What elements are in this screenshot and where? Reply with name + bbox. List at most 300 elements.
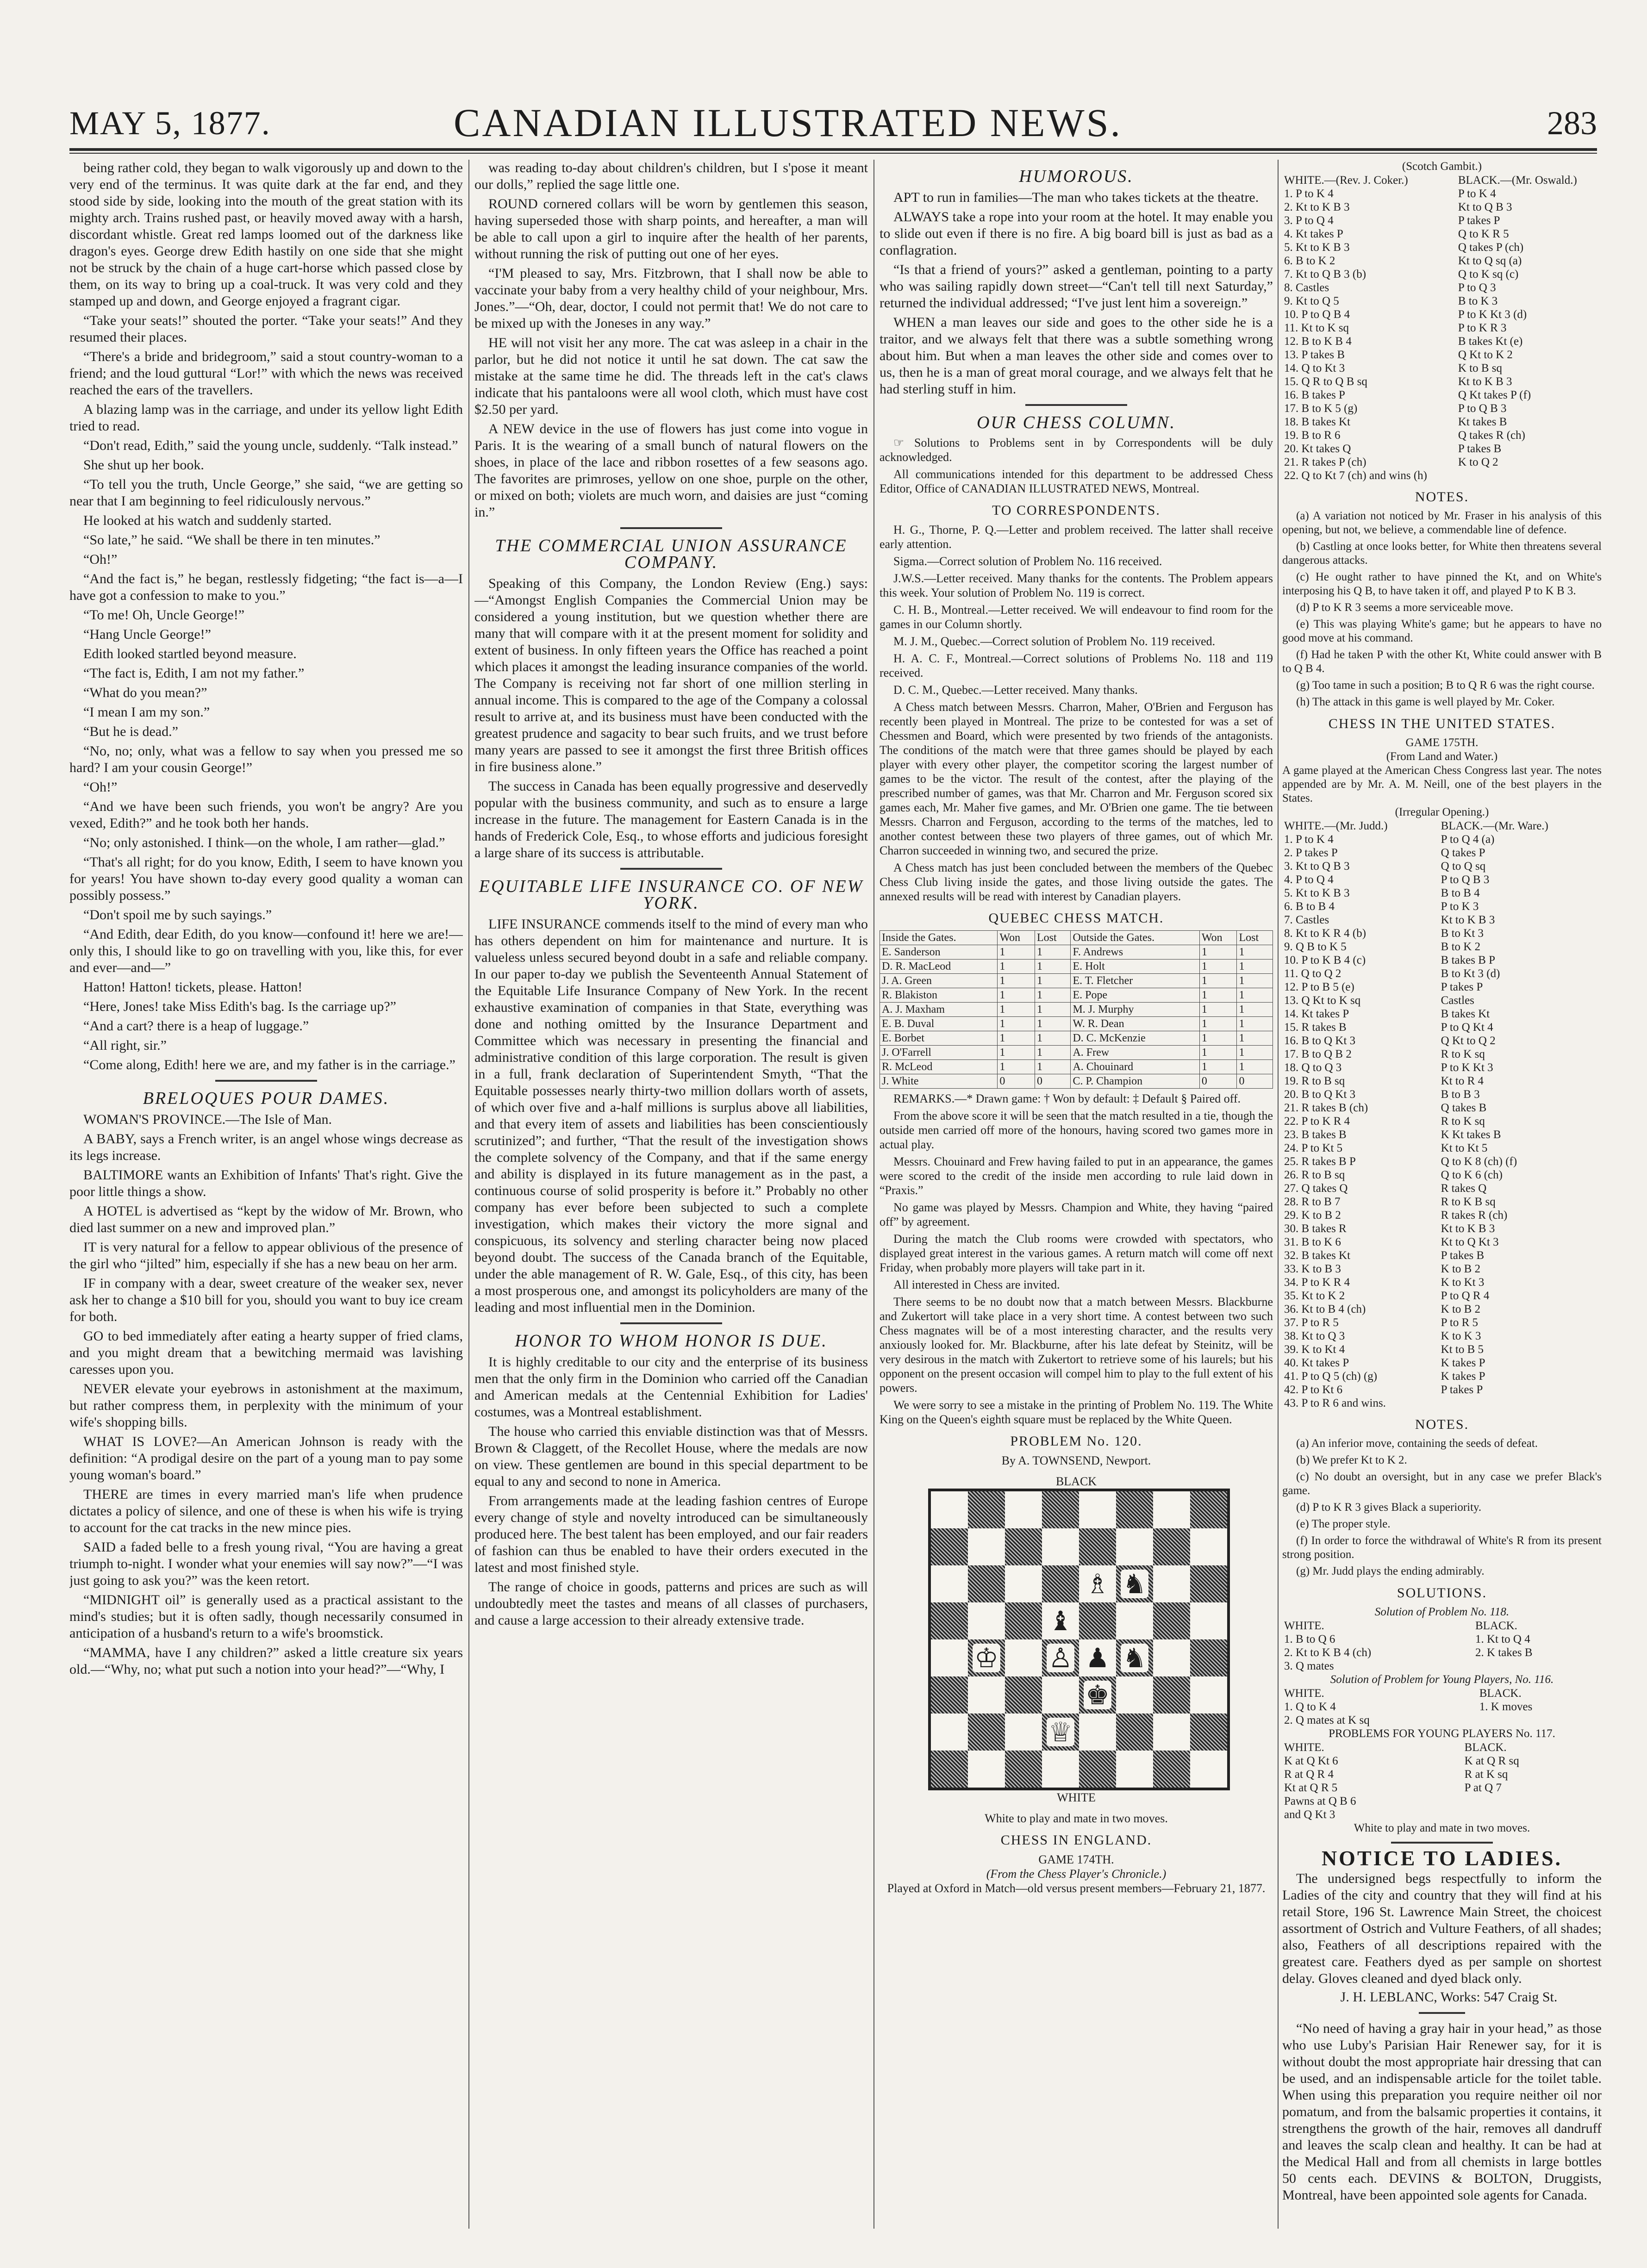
table-cell: 1 [1035, 974, 1070, 988]
move-row [1282, 241, 1602, 254]
solutions-heading: SOLUTIONS. [1397, 1585, 1487, 1601]
table-cell: P takes P [1441, 981, 1483, 993]
column-divider [468, 160, 469, 2229]
move-row [1282, 1713, 1602, 1727]
us-opening-name: (Irregular Opening.) [1395, 806, 1489, 818]
black-side-label: BLACK [1055, 1475, 1097, 1488]
move-row [1282, 940, 1602, 953]
board-square [1153, 1528, 1190, 1565]
chess-piece: ♟ [1084, 1644, 1111, 1672]
paragraph: “Don't spoil me by such sayings.” [83, 907, 272, 922]
paragraph: The range of choice in goods, patterns and prices are such as will undoubtedly meet the tastes and means of all classes of purchasers, and cause a large accession to their already extensive trade. [474, 1579, 868, 1628]
board-square [1116, 1713, 1153, 1751]
board-square [1005, 1602, 1042, 1639]
table-cell: 1 [998, 1060, 1035, 1074]
board-square [1190, 1639, 1227, 1676]
notice-text: The undersigned begs respectfully to inform the Ladies of the city and country that they will find at his retail Store, 196 St. Lawrence Main Street, the choicest assortment of Ostrich and Vulture Feathers, of all shades; also, Feathers of all descriptions repaired with the greatest care. Feathers dyed as per sample on shortest delay. Gloves cleaned and dyed black only. [1282, 1871, 1602, 1986]
move-row [1282, 308, 1602, 321]
england-game-note: Played at Oxford in Match—old versus present members—February 21, 1877. [887, 1882, 1266, 1895]
table-cell: 21. R takes P (ch) [1284, 456, 1366, 468]
chess-piece: ♗ [1084, 1570, 1111, 1598]
move-row [1282, 268, 1602, 281]
chess-piece: ♞ [1121, 1644, 1148, 1672]
table-row [880, 974, 1273, 988]
table-cell: P to Q Kt 4 [1441, 1021, 1493, 1034]
table-cell: and Q Kt 3 [1284, 1808, 1335, 1821]
chess-piece: ♞ [1121, 1570, 1148, 1598]
paragraph: REMARKS.—* Drawn game: † Won by default: ‡ Default § Paired off. [893, 1092, 1241, 1105]
table-cell: 38. Kt to Q 3 [1284, 1330, 1345, 1342]
table-cell: P at Q 7 [1464, 1782, 1502, 1794]
board-square [1190, 1602, 1227, 1639]
table-cell [1463, 1794, 1602, 1808]
move-row [1282, 1182, 1602, 1195]
white-header: WHITE. [1284, 1687, 1324, 1700]
move-row [1282, 1061, 1602, 1074]
move-row [1282, 1034, 1602, 1047]
move-row [1282, 1128, 1602, 1141]
board-square [931, 1491, 968, 1528]
chess-problem-diagram [928, 1474, 1224, 1805]
position-row [1282, 1808, 1602, 1821]
board-square [968, 1602, 1005, 1639]
paragraph: During the match the Club rooms were crowded with spectators, who displayed great interest in the various games. A return match will come off next Friday, when probably more players will take part in it. [880, 1232, 1273, 1274]
table-cell: Kt at Q R 5 [1284, 1782, 1338, 1794]
section-separator [1025, 404, 1127, 406]
chess-in-england-heading: CHESS IN ENGLAND. [1000, 1832, 1152, 1848]
table-cell: 20. B to Q Kt 3 [1284, 1088, 1356, 1101]
table-cell: 6. B to B 4 [1284, 900, 1335, 913]
problem-117-position [1282, 1741, 1602, 1821]
note: (d) P to K R 3 gives Black a superiority. [1296, 1501, 1482, 1514]
table-cell: 1 [1035, 960, 1070, 974]
section-heading-breloques: BRELOQUES POUR DAMES. [143, 1089, 390, 1108]
board-square [1079, 1751, 1116, 1788]
table-cell: 1 [1035, 1003, 1070, 1017]
paragraph: A Chess match between Messrs. Charron, Maher, O'Brien and Ferguson has recently been played in Montreal. The prize to be contested for was a set of Chessmen and Board, which were presented by two friends of the antagonists. The conditions of the match were that three games should be played by each player with every other player, the competitor scoring the largest number of games to be the victor. The result of the contest, after the playing of the prescribed number of games, was that Mr. Charron and Mr. Ferguson scored six games each, Mr. Maher five games, and Mr. O'Brien one game. The tie between Messrs. Charron and Ferguson, according to the terms of the matches, led to another contest between these two players of three games, out of which Mr. Charron succeeded in winning two, and secured the prize. [880, 700, 1273, 857]
table-cell: 1 [1199, 1017, 1237, 1031]
table-cell: Kt takes B [1458, 416, 1507, 428]
board-square [1153, 1676, 1190, 1713]
game-175-moves [1282, 819, 1602, 1410]
board-square [1042, 1713, 1079, 1751]
table-cell: 17. B to K 5 (g) [1284, 402, 1358, 415]
board-square [1079, 1713, 1116, 1751]
move-row [1282, 1396, 1602, 1410]
correspondents-list [880, 523, 1273, 697]
correspondents-heading: TO CORRESPONDENTS. [992, 503, 1160, 518]
table-cell: 11. Kt to K sq [1284, 322, 1349, 334]
won-header: Won [998, 931, 1035, 945]
paragraph: “There's a bride and bridegroom,” said a stout country-woman to a friend; and the loud guttural “Lor!” with which the news was received reached the ears of the travellers. [69, 349, 463, 398]
table-cell: 43. P to R 6 and wins. [1284, 1397, 1386, 1409]
problem-author: By A. TOWNSEND, Newport. [1001, 1454, 1151, 1467]
table-cell: 1 [998, 1003, 1035, 1017]
table-cell: 2. Kt to K B 4 (ch) [1284, 1646, 1372, 1659]
paragraph: ROUND cornered collars will be worn by gentlemen this season, having superseded those with sharp points, and hereafter, a man will be able to call upon a girl to inquire after the health of her parents, without running the risk of putting out one of her eyes. [474, 196, 868, 262]
table-cell: 1 [1199, 945, 1237, 960]
chess-intro [880, 436, 1273, 496]
table-cell: 1 [1237, 1031, 1273, 1046]
note: (g) Too tame in such a position; B to Q R 6 was the right course. [1296, 679, 1595, 692]
paragraph: Edith looked startled beyond measure. [83, 646, 297, 661]
board-square [931, 1565, 968, 1602]
problem-caption: White to play and mate in two moves. [985, 1812, 1168, 1825]
move-row [1282, 1276, 1602, 1289]
table-cell: E. Pope [1071, 988, 1199, 1003]
table-cell: 1 [998, 1031, 1035, 1046]
table-cell: 2. K takes B [1475, 1646, 1533, 1659]
table-cell: 1 [998, 1017, 1035, 1031]
paragraph: The house who carried this enviable distinction was that of Messrs. Brown & Claggett, of the Recollet House, where the medals are now on view. These gentlemen are bound in this special department to be equal to any and second to none in America. [474, 1424, 868, 1489]
move-row [1282, 1047, 1602, 1061]
table-cell: 13. Q Kt to K sq [1284, 994, 1361, 1007]
table-cell: Q takes B [1441, 1102, 1487, 1114]
move-row [1282, 1659, 1602, 1673]
paragraph: “But he is dead.” [83, 724, 178, 739]
move-row [1282, 1329, 1602, 1343]
table-cell: Q Kt to K 2 [1458, 349, 1513, 361]
breloques-items [69, 1111, 463, 1678]
notes-heading: NOTES. [1415, 1417, 1469, 1432]
table-cell: Q takes R (ch) [1458, 429, 1525, 442]
section-separator [620, 527, 722, 529]
section-separator [215, 1080, 317, 1082]
issue-date: MAY 5, 1877. [69, 105, 271, 142]
move-row [1282, 913, 1602, 927]
table-cell: E. B. Duval [880, 1017, 998, 1031]
note: (h) The attack in this game is well played by Mr. Coker. [1296, 696, 1555, 708]
table-cell: 37. P to R 5 [1284, 1316, 1339, 1329]
board-square [1042, 1676, 1079, 1713]
quebec-match-table [880, 930, 1273, 1089]
table-cell: B to K 2 [1441, 941, 1481, 953]
note: (a) An inferior move, containing the seeds of defeat. [1296, 1437, 1538, 1450]
table-cell: 1 [1035, 1060, 1070, 1074]
paragraph: We were sorry to see a mistake in the printing of Problem No. 119. The White King on the Queen's eighth square must be replaced by the White Queen. [880, 1398, 1273, 1426]
table-cell: 7. Kt to Q B 3 (b) [1284, 268, 1366, 280]
table-cell: 0 [1237, 1074, 1273, 1089]
table-row [880, 988, 1273, 1003]
board-square [931, 1602, 968, 1639]
story-continuation [69, 160, 463, 1073]
table-cell: 40. Kt takes P [1284, 1357, 1349, 1369]
masthead-rule [69, 148, 1597, 151]
paragraph: HE will not visit her any more. The cat was asleep in a chair in the parlor, but he did not notice it until he sat down. The cat saw the mistake at the same time he did. The threads left in the cat's claws indicate that his pantaloons were all wool cloth, which must have cost $2.50 per yard. [474, 335, 868, 417]
position-row [1282, 1781, 1602, 1794]
board-square [1190, 1751, 1227, 1788]
board-square [1153, 1565, 1190, 1602]
move-row [1282, 967, 1602, 980]
board-square [931, 1751, 968, 1788]
move-row [1282, 1356, 1602, 1370]
move-row [1282, 442, 1602, 455]
table-cell: K takes P [1441, 1370, 1485, 1383]
table-cell: E. T. Fletcher [1071, 974, 1199, 988]
table-cell: 1 [1035, 1031, 1070, 1046]
move-row [1282, 1101, 1602, 1115]
paragraph: LIFE INSURANCE commends itself to the mind of every man who has others dependent on him for maintenance and nurture. It is valueless unless secured beyond doubt in a safe and reliable company. In our paper to-day we publish the Seventeenth Annual Statement of the Equitable Life Insurance Company of New York. In the recent exhaustive examination of companies in that State, everything was done and nothing omitted by the Insurance Department and Committee which was necessary in presenting the financial and administrative condition of this large corporation. The result is given in a full, frank declaration of Superintendent Smyth, “That the Equitable possesses nearly thirty-two million dollars worth of assets, of which over five and a-half millions is surplus above all liabilities, and that every item of assets and liabilities has been conscientiously scrutinized”; and further, “That the result of the investigation shows the complete solvency of the Company, and that if the same energy and ability is displayed in its future management as in the past, a continuous course of solid prosperity is before it.” Probably no other company has ever before been subjected to such a complete investigation, which makes their victory the more signal and conspicuous, its solvency and sterling character being now placed beyond doubt. The success of the Canada branch of the Equitable, under the able management of R. W. Gale, Esq., of this city, has been a most prosperous one, and amongst its policyholders are many of the leading and most influential men in the Dominion. [474, 916, 868, 1315]
table-cell: P to Q R 4 [1441, 1290, 1490, 1302]
move-row [1282, 1262, 1602, 1276]
board-square [1190, 1713, 1227, 1751]
move-row [1282, 953, 1602, 967]
quebec-match-heading: QUEBEC CHESS MATCH. [988, 910, 1164, 926]
board-square [1116, 1751, 1153, 1788]
table-cell: A. Frew [1071, 1046, 1199, 1060]
board-square [968, 1639, 1005, 1676]
table-cell: 33. K to B 3 [1284, 1263, 1341, 1275]
table-header-row [1282, 1687, 1602, 1700]
section-heading-chess: OUR CHESS COLUMN. [977, 413, 1176, 432]
masthead [69, 100, 1597, 145]
board-square [1116, 1565, 1153, 1602]
table-cell: 2. Q mates at K sq [1284, 1714, 1370, 1726]
paragraph: ALWAYS take a rope into your room at the hotel. It may enable you to slide out even if there is no fire. A big board bill is just as bad as a conflagration. [880, 209, 1273, 258]
section-heading-honor: HONOR TO WHOM HONOR IS DUE. [515, 1331, 828, 1351]
paragraph: WHAT IS LOVE?—An American Johnson is ready with the definition: “A prodigal desire on the part of a young man to pay some young woman's board.” [69, 1434, 463, 1483]
table-cell: 15. R takes B [1284, 1021, 1347, 1034]
table-cell: A. J. Maxham [880, 1003, 998, 1017]
paragraph: “That's all right; for do you know, Edith, I seem to have known you for years! You have shown to-day every good quality a woman can possibly possess.” [69, 854, 463, 903]
table-cell [1456, 469, 1602, 482]
table-cell: 1 [1035, 988, 1070, 1003]
white-header: WHITE. [1284, 1741, 1324, 1754]
correspondent-entry: C. H. B., Montreal.—Letter received. We will endeavour to find room for the games in our Column shortly. [880, 603, 1273, 631]
paragraph: “Don't read, Edith,” said the young uncle, suddenly. “Talk instead.” [83, 438, 458, 453]
table-cell: P takes P [1441, 1383, 1483, 1396]
move-row [1282, 415, 1602, 429]
move-row [1282, 388, 1602, 402]
table-cell: R. Blakiston [880, 988, 998, 1003]
table-cell: B to Kt 3 [1441, 927, 1484, 940]
table-cell: 14. Q to Kt 3 [1284, 362, 1345, 374]
board-square [1042, 1751, 1079, 1788]
section-heading-commercial-union: THE COMMERCIAL UNION ASSURANCE COMPANY. [495, 536, 848, 572]
table-cell: B to B 3 [1441, 1088, 1480, 1101]
table-cell: K to B 2 [1441, 1263, 1481, 1275]
board-square [1153, 1639, 1190, 1676]
paragraph: GO to bed immediately after eating a hearty supper of fried clams, and you might dream that a bewitching mermaid was lavishing caresses upon you. [69, 1328, 463, 1377]
notice-heading: NOTICE TO LADIES. [1321, 1846, 1563, 1870]
table-cell: 1 [998, 988, 1035, 1003]
table-cell: 35. Kt to K 2 [1284, 1290, 1345, 1302]
board-square [968, 1565, 1005, 1602]
move-row [1282, 1209, 1602, 1222]
table-cell: Kt to B 5 [1441, 1343, 1484, 1356]
move-row [1282, 860, 1602, 873]
board-square [931, 1528, 968, 1565]
paragraph: All communications intended for this department to be addressed Chess Editor, Office of CANADIAN ILLUSTRATED NEWS, Montreal. [880, 467, 1273, 495]
table-cell: 1 [1237, 974, 1273, 988]
table-cell: Q to K R 5 [1458, 228, 1509, 240]
solution-116-moves [1282, 1687, 1602, 1727]
board-square [1042, 1602, 1079, 1639]
paragraph: BALTIMORE wants an Exhibition of Infants' That's right. Give the poor little things a show. [69, 1167, 463, 1199]
paragraph: It is highly creditable to our city and the enterprise of its business men that the only firm in the Dominion who carried off the Canadian and American medals at the Centennial Exhibition for Ladies' costumes, was a Montreal establishment. [474, 1354, 868, 1420]
table-header-row [880, 931, 1273, 945]
table-cell: 5. Kt to K B 3 [1284, 241, 1350, 254]
move-row [1282, 846, 1602, 860]
board-square [968, 1676, 1005, 1713]
black-header: BLACK. [1479, 1687, 1522, 1700]
section-heading-equitable: EQUITABLE LIFE INSURANCE CO. OF NEW YORK. [479, 877, 864, 913]
move-row [1282, 375, 1602, 388]
move-row [1282, 1370, 1602, 1383]
paragraph: WOMAN'S PROVINCE.—The Isle of Man. [83, 1112, 332, 1127]
column-1 [69, 160, 463, 2229]
paragraph: “Oh!” [83, 779, 118, 795]
table-cell: 15. Q R to Q B sq [1284, 375, 1367, 388]
table-cell: P to Q 3 [1458, 281, 1496, 294]
move-row [1282, 281, 1602, 294]
table-header-row [1282, 1741, 1602, 1754]
table-cell: 24. P to Kt 5 [1284, 1142, 1343, 1154]
table-cell: 1 [1237, 1017, 1273, 1031]
table-cell: J. A. Green [880, 974, 998, 988]
table-cell: W. R. Dean [1071, 1017, 1199, 1031]
table-cell: 39. K to Kt 4 [1284, 1343, 1345, 1356]
table-cell: Kt to K B 3 [1458, 375, 1512, 388]
england-game-source: (From the Chess Player's Chronicle.) [986, 1867, 1167, 1881]
notice-signature: J. H. LEBLANC, Works: 547 Craig St. [1340, 1989, 1558, 2005]
board-square [1042, 1565, 1079, 1602]
board-square [1042, 1491, 1079, 1528]
paragraph: “What do you mean?” [83, 685, 207, 700]
table-cell: 27. Q takes Q [1284, 1182, 1348, 1195]
table-cell: 1 [1237, 988, 1273, 1003]
board-square [1005, 1491, 1042, 1528]
move-row [1282, 1007, 1602, 1021]
move-row [1282, 1155, 1602, 1168]
move-row [1282, 200, 1602, 214]
note: (g) Mr. Judd plays the ending admirably. [1296, 1565, 1485, 1577]
move-row [1282, 294, 1602, 308]
table-cell: 1 [1237, 945, 1273, 960]
note: (b) We prefer Kt to K 2. [1296, 1454, 1407, 1466]
move-row [1282, 1168, 1602, 1182]
table-cell: 1. K moves [1479, 1701, 1533, 1713]
paragraph: He looked at his watch and suddenly started. [83, 513, 332, 528]
table-cell: K to B sq [1458, 362, 1502, 374]
table-cell: 21. R takes B (ch) [1284, 1102, 1368, 1114]
paragraph: A BABY, says a French writer, is an angel whose wings decrease as its legs increase. [69, 1131, 463, 1163]
move-row [1282, 254, 1602, 268]
table-cell: 1 [1199, 1003, 1237, 1017]
board-square [968, 1713, 1005, 1751]
table-row [880, 960, 1273, 974]
move-row [1282, 900, 1602, 913]
paragraph: A NEW device in the use of flowers has just come into vogue in Paris. It is the wearing of a small bunch of natural flowers on the shoes, in place of the lace and ribbon rosettes of a few seasons ago. The favorites are primroses, yellow on one shoe, purple on the other, or mixed on both; violets are much worn, and daisies are just “coming in.” [474, 421, 868, 520]
move-row [1282, 335, 1602, 348]
paragraph: “Hang Uncle George!” [83, 627, 211, 642]
table-cell: J. O'Farrell [880, 1046, 998, 1060]
table-cell: 1. Kt to Q 4 [1475, 1633, 1530, 1645]
table-cell: Kt to K B 3 [1441, 914, 1495, 926]
masthead-rule-thin [69, 153, 1597, 154]
table-cell: R takes R (ch) [1441, 1209, 1508, 1221]
newspaper-title: CANADIAN ILLUSTRATED NEWS. [454, 100, 1123, 145]
table-cell: Q to K sq (c) [1458, 268, 1519, 280]
move-row [1282, 1632, 1602, 1646]
table-cell: B takes Kt [1441, 1008, 1490, 1020]
table-cell: 1 [1199, 974, 1237, 988]
table-cell: P takes B [1441, 1249, 1485, 1262]
note: (c) No doubt an oversight, but in any case we prefer Black's game. [1282, 1470, 1602, 1497]
paragraph: From arrangements made at the leading fashion centres of Europe every change of style and novelty introduced can be simultaneously produced here. The best talent has been employed, and our fair readers of fashion can thus be enabled to have their orders executed in the latest and most finished style. [474, 1493, 868, 1575]
white-side-label: WHITE [1057, 1791, 1096, 1804]
table-cell: 17. B to Q B 2 [1284, 1048, 1352, 1060]
table-cell: 1 [1199, 1060, 1237, 1074]
table-cell: 1 [1237, 1046, 1273, 1060]
table-cell: 26. R to B sq [1284, 1169, 1345, 1181]
board-square [1116, 1528, 1153, 1565]
move-row [1282, 1088, 1602, 1101]
note: (a) A variation not noticed by Mr. Fraser in his analysis of this opening, but not, we believe, a commendable line of defence. [1282, 510, 1602, 536]
table-cell: E. Sanderson [880, 945, 998, 960]
paragraph: was reading to-day about children's children, but I s'pose it meant our dolls,” replied the sage little one. [474, 160, 868, 192]
board-square [931, 1676, 968, 1713]
paragraph: The success in Canada has been equally progressive and deservedly popular with the business community, and such as to ensure a large increase in the future. The management for Eastern Canada is in the hands of Frederick Cole, Esq., to whose efforts and judicious foresight a large share of its success is attributable. [474, 779, 868, 860]
table-cell: K to K 3 [1441, 1330, 1481, 1342]
table-row [880, 1031, 1273, 1046]
table-cell: 29. K to B 2 [1284, 1209, 1341, 1221]
game-174-notes [1282, 509, 1602, 709]
paragraph: “Is that a friend of yours?” asked a gentleman, pointing to a party who was sailing rapidly down street—“Can't tell till next Saturday,” returned the individual addressed; “I've just lent him a sovereign.” [880, 262, 1273, 311]
table-cell: P to K Kt 3 (d) [1458, 308, 1527, 321]
board-square [1116, 1676, 1153, 1713]
chess-piece: ♝ [1047, 1607, 1074, 1635]
table-cell: 5. Kt to K B 3 [1284, 887, 1350, 899]
move-row [1282, 227, 1602, 241]
paragraph: “And a cart? there is a heap of luggage.” [83, 1018, 309, 1034]
black-header: BLACK. [1475, 1620, 1517, 1632]
table-cell: 32. B takes Kt [1284, 1249, 1351, 1262]
move-row [1282, 1195, 1602, 1209]
correspondent-entry: J.W.S.—Letter received. Many thanks for the contents. The Problem appears this week. Your solution of Problem No. 119 is correct. [880, 572, 1273, 599]
table-cell: Kt to Q Kt 3 [1441, 1236, 1499, 1248]
board-square [1190, 1491, 1227, 1528]
board-square [968, 1751, 1005, 1788]
board-square [1079, 1491, 1116, 1528]
move-row [1282, 469, 1602, 482]
board-square [1042, 1639, 1079, 1676]
table-cell: Kt to Q sq (a) [1458, 255, 1522, 267]
equitable-article [474, 916, 868, 1316]
table-cell: 1 [1199, 1031, 1237, 1046]
table-cell: D. R. MacLeod [880, 960, 998, 974]
board-square [931, 1713, 968, 1751]
paragraph: “MIDNIGHT oil” is generally used as a practical assistant to the mind's studies; but it is often sadly, though necessarily consumed in anticipation of a husband's return to a wife's broomstick. [69, 1592, 463, 1641]
paragraph: “To tell you the truth, Uncle George,” she said, “we are getting so near that I am beginning to feel ridiculously nervous.” [69, 477, 463, 509]
table-cell: 19. R to B sq [1284, 1075, 1345, 1087]
table-cell: P to K 3 [1441, 900, 1479, 913]
board-square [1116, 1602, 1153, 1639]
table-cell [1439, 1396, 1602, 1410]
table-cell: 18. B takes Kt [1284, 416, 1351, 428]
table-cell: 16. B to Q Kt 3 [1284, 1034, 1356, 1047]
paragraph: “So late,” he said. “We shall be there in ten minutes.” [83, 532, 381, 548]
board-square [1079, 1565, 1116, 1602]
chess-piece: ♙ [1047, 1644, 1074, 1672]
inside-gates-header: Inside the Gates. [880, 931, 998, 945]
table-cell: Q takes P [1441, 847, 1485, 859]
board-square [1079, 1528, 1116, 1565]
correspondent-entry: Sigma.—Correct solution of Problem No. 116 received. [893, 555, 1162, 568]
table-cell: Q Kt to Q 2 [1441, 1034, 1496, 1047]
page-number: 283 [1547, 105, 1597, 142]
table-cell: P to Q B 3 [1458, 402, 1507, 415]
